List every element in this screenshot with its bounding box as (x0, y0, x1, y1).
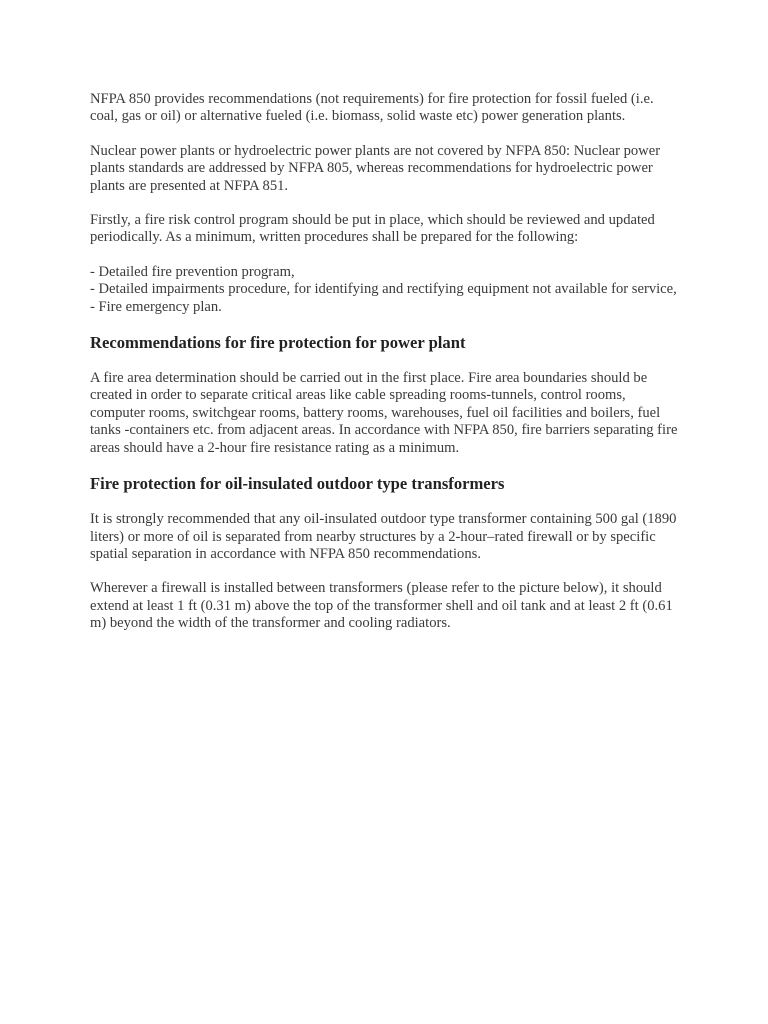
section-heading-power-plant: Recommendations for fire protection for power plant (90, 333, 466, 353)
firewall-paragraph: Wherever a firewall is installed between transformers (please refer to the picture below), it should extend at least 1 ft (0.31 m) above the top of the transformer shell and oil tank and at least 2 ft (0.61 m) beyond the width of the transformer and cooling radiators. (90, 580, 673, 632)
scope-paragraph: Nuclear power plants or hydroelectric power plants are not covered by NFPA 850: Nuclear power plants standards are addressed by NFPA 805, whereas recommendations for hydroelectric power plants are presented at NFPA 851. (90, 142, 661, 194)
procedures-list (90, 264, 682, 316)
transformer-separation-paragraph: It is strongly recommended that any oil-insulated outdoor type transformer containing 500 gal (1890 liters) or more of oil is separated from nearby structures by a 2-hour–rated firewall or by specific spatial separation in accordance with NFPA 850 recommendations. (90, 511, 677, 562)
list-item: - Detailed impairments procedure, for identifying and rectifying equipment not available for service, (90, 281, 677, 298)
program-paragraph: Firstly, a fire risk control program should be put in place, which should be reviewed and updated periodically. As a minimum, written procedures shall be prepared for the following: (90, 212, 655, 246)
fire-area-paragraph: A fire area determination should be carried out in the first place. Fire area boundaries should be created in order to separate critical areas like cable spreading rooms-tunnels, control rooms, computer rooms, switchgear rooms, battery rooms, warehouses, fuel oil facilities and boilers, fuel tanks -containers etc. from adjacent areas. In accordance with NFPA 850, fire barriers separating fire areas should have a 2-hour fire resistance rating as a minimum. (90, 370, 678, 456)
section-heading-transformers: Fire protection for oil-insulated outdoor type transformers (90, 474, 505, 494)
list-item: - Fire emergency plan. (90, 298, 222, 315)
document-body (90, 91, 682, 650)
list-item: - Detailed fire prevention program, (90, 263, 295, 280)
intro-paragraph: NFPA 850 provides recommendations (not requirements) for fire protection for fossil fueled (i.e. coal, gas or oil) or alternative fueled (i.e. biomass, solid waste etc) power generation plants. (90, 91, 654, 125)
